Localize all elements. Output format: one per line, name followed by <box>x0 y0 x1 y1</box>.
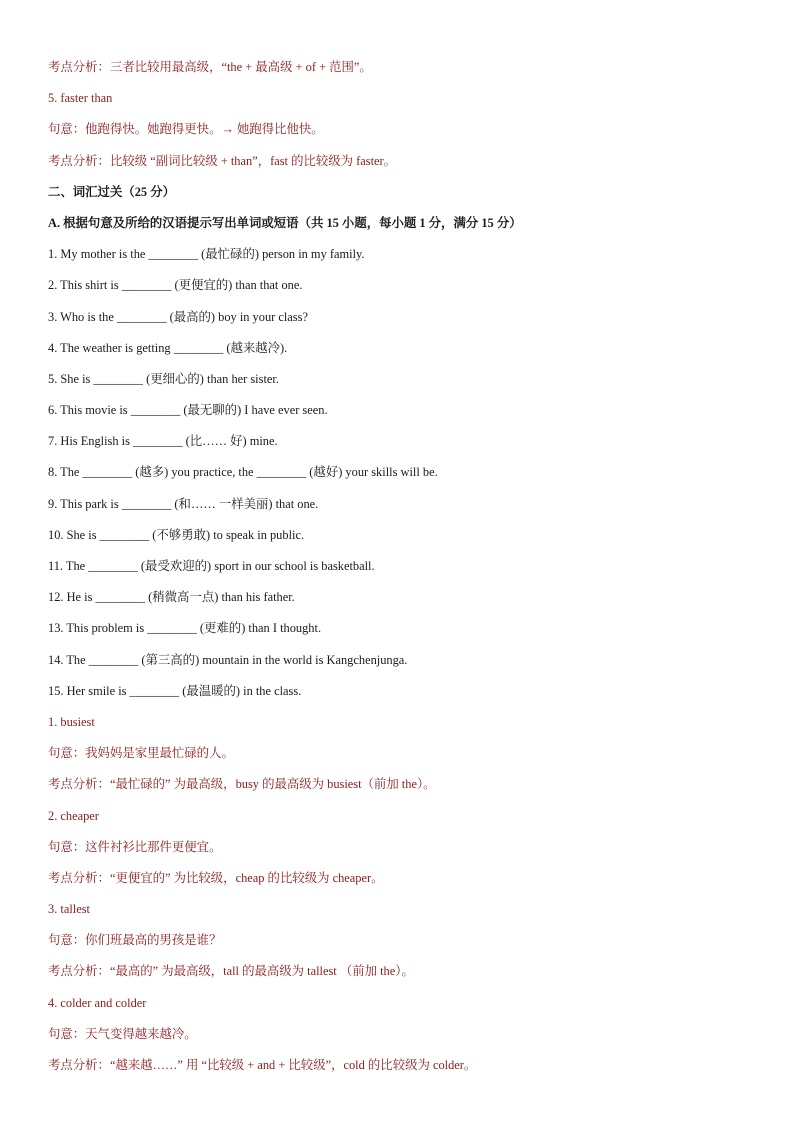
analysis-line: 考点分析：“越来越……” 用 “比较级 + and + 比较级”，cold 的比较级为 colder。 <box>48 1058 477 1072</box>
section-heading: 二、词汇过关（25 分） <box>48 184 176 199</box>
question-item: 15. Her smile is ________ (最温暖的) in the class. <box>48 683 302 698</box>
question-item: 12. He is ________ (稍微高一点) than his father. <box>48 590 295 605</box>
meaning-line: 句意：你们班最高的男孩是谁？ <box>48 933 222 948</box>
question-item: 5. She is ________ (更细心的) than her sister. <box>48 371 279 386</box>
question-item: 9. This park is ________ (和…… 一样美丽) that one. <box>48 496 319 511</box>
question-item: 3. Who is the ________ (最高的) boy in your class? <box>48 309 308 324</box>
question-item: 4. The weather is getting ________ (越来越冷). <box>48 340 288 355</box>
instruction-line: A. 根据句意及所给的汉语提示写出单词或短语（共 15 小题，每小题 1 分，满分 15 分） <box>48 215 522 230</box>
question-item: 10. She is ________ (不够勇敢) to speak in public. <box>48 527 305 542</box>
analysis-line: 考点分析：“最忙碌的” 为最高级，busy 的最高级为 busiest（前加 the）。 <box>48 777 436 792</box>
question-item: 1. My mother is the ________ (最忙碌的) person in my family. <box>48 247 365 262</box>
answer-line: 1. busiest <box>48 714 95 729</box>
analysis-line: 考点分析：比较级 “副词比较级 + than”，fast 的比较级为 faster。 <box>48 153 397 168</box>
document-page <box>48 52 748 1081</box>
question-item: 2. This shirt is ________ (更便宜的) than that one. <box>48 278 303 293</box>
meaning-line: 句意：他跑得快。她跑得更快。→ 她跑得比他快。 <box>48 122 324 137</box>
answer-line: 3. tallest <box>48 902 90 917</box>
question-item: 8. The ________ (越多) you practice, the ________ (越好) your skills will be. <box>48 465 438 480</box>
question-item: 11. The ________ (最受欢迎的) sport in our school is basketball. <box>48 559 375 573</box>
meaning-line: 句意：我妈妈是家里最忙碌的人。 <box>48 746 234 761</box>
analysis-line: 考点分析：三者比较用最高级，“the + 最高级 + of + 范围”。 <box>48 60 372 74</box>
analysis-line: 考点分析：“更便宜的” 为比较级，cheap 的比较级为 cheaper。 <box>48 870 384 885</box>
meaning-line: 句意：天气变得越来越冷。 <box>48 1026 197 1041</box>
answer-line: 4. colder and colder <box>48 995 147 1010</box>
question-item: 13. This problem is ________ (更难的) than I thought. <box>48 621 322 636</box>
question-item: 7. His English is ________ (比…… 好) mine. <box>48 434 278 449</box>
answer-line: 2. cheaper <box>48 808 99 823</box>
meaning-line: 句意：这件衬衫比那件更便宜。 <box>48 839 222 854</box>
answer-line: 5. faster than <box>48 91 113 106</box>
question-item: 6. This movie is ________ (最无聊的) I have ever seen. <box>48 403 328 418</box>
question-item: 14. The ________ (第三高的) mountain in the world is Kangchenjunga. <box>48 652 408 667</box>
analysis-line: 考点分析：“最高的” 为最高级，tall 的最高级为 tallest （前加 the）。 <box>48 964 414 979</box>
